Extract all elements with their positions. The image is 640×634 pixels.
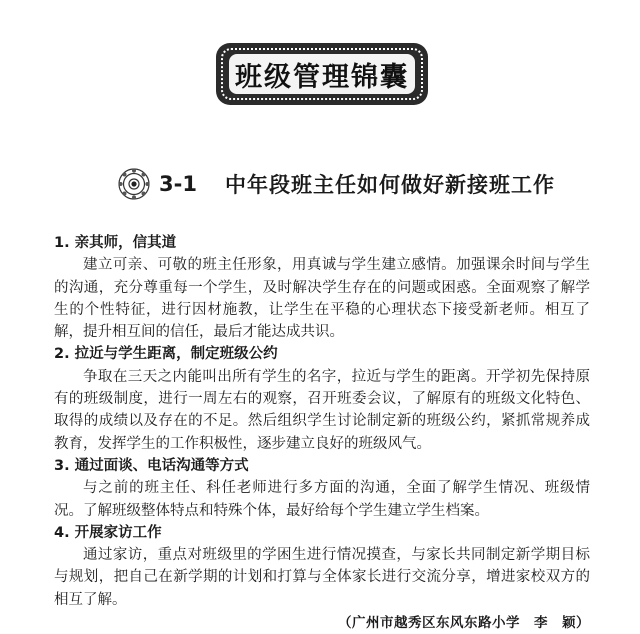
title-banner — [216, 43, 428, 105]
item-heading-3: 3. 通过面谈、电话沟通等方式 — [54, 457, 249, 474]
page-title: 班级管理锦囊 — [235, 61, 409, 93]
item-heading-1: 1. 亲其师，信其道 — [54, 235, 177, 251]
item-text-4: 通过家访，重点对班级里的学困生进行情况摸查，与家长共同制定新学期目标与规划，把自己在新学期的计划和打算与全体家长进行交流分享，增进家校双方的相互了解。 — [54, 547, 590, 608]
article-body — [54, 232, 590, 634]
author-signature: （广州市越秀区东风东路小学 李 颖） — [338, 615, 590, 632]
section-number: 3-1 — [159, 172, 197, 196]
item-text-1: 建立可亲、可敬的班主任形象，用真诚与学生建立感情。加强课余时间与学生的沟通，充分尊重每一个学生，及时解决学生存在的问题或困惑。全面观察了解学生的个性特征，进行因材施教，让学生在平稳的心理状态下接受新老师。相互了解，提升相互间的信任，最后才能达成共识。 — [54, 257, 590, 341]
section-header — [117, 166, 555, 202]
item-text-2: 争取在三天之内能叫出所有学生的名字，拉近与学生的距离。开学初先保持原有的班级制度，进行一周左右的观察，召开班委会议，了解原有的班级文化特色、取得的成绩以及存在的不足。然后组织学生讨论制定新的班级公约，紧抓常规养成教育，发挥学生的工作积极性，逐步建立良好的班级风气。 — [54, 368, 590, 452]
item-heading-4: 4. 开展家访工作 — [54, 524, 162, 541]
section-title: 中年段班主任如何做好新接班工作 — [225, 173, 555, 197]
banner-inner — [229, 54, 415, 94]
item-heading-2: 2. 拉近与学生距离，制定班级公约 — [54, 346, 278, 363]
flower-icon — [117, 167, 151, 201]
item-text-3: 与之前的班主任、科任老师进行多方面的沟通，全面了解学生情况、班级情况。了解班级整体特点和特殊个体，最好给每个学生建立学生档案。 — [54, 480, 590, 519]
